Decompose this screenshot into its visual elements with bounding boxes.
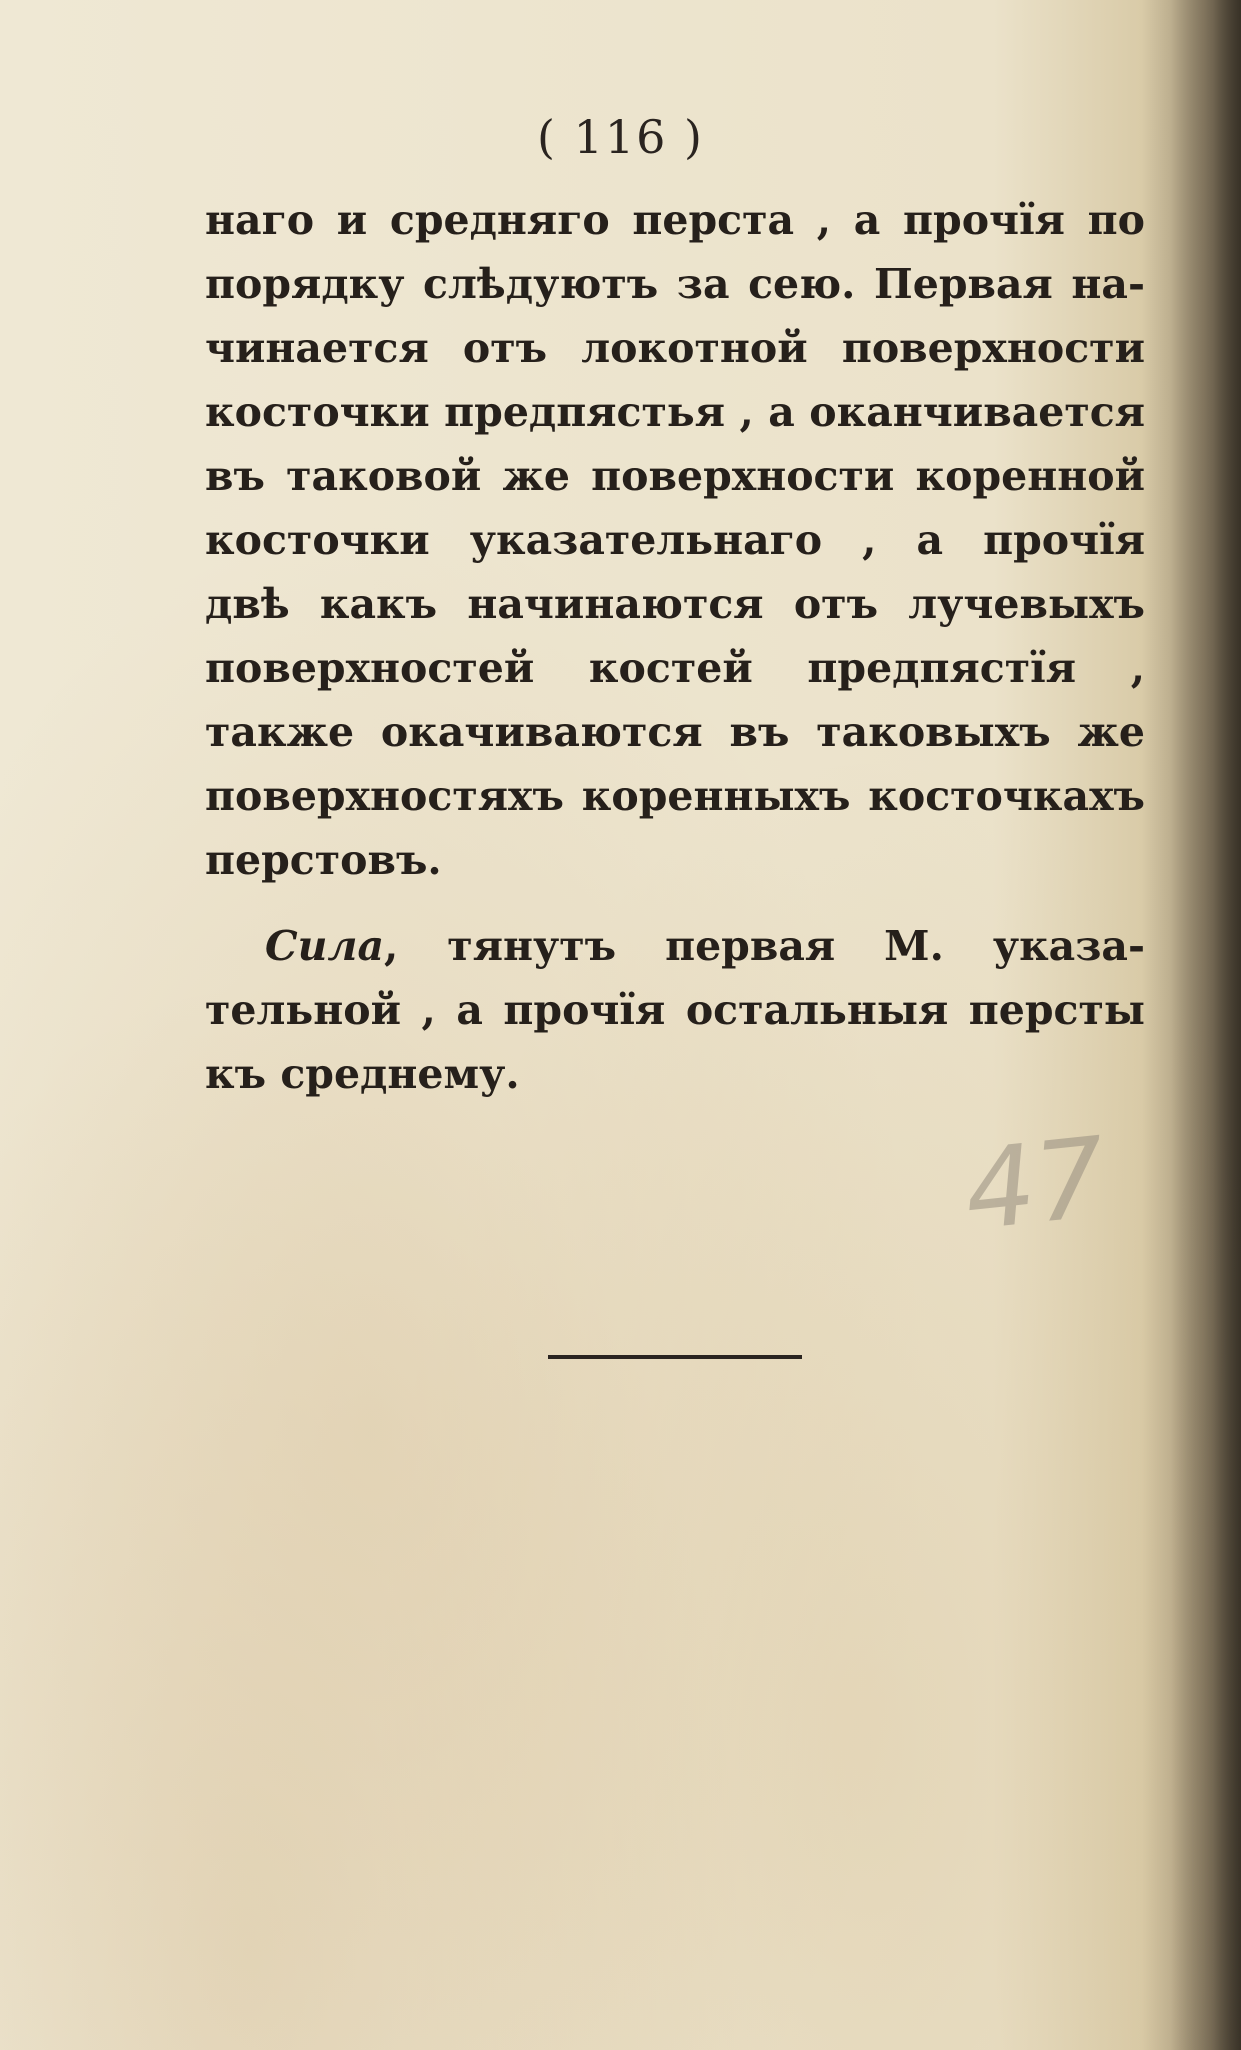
page-number: ( 116 ) [537, 110, 704, 164]
text-line: косточки предпястья , а оканчивается [205, 388, 1145, 436]
text-line: къ среднему. [205, 1050, 520, 1098]
text-line: двѣ какъ начинаются отъ лучевыхъ [205, 580, 1145, 628]
pencil-annotation: 47 [958, 1113, 1112, 1255]
text-fragment: , тянутъ первая М. указа- [384, 922, 1145, 970]
text-line: въ таковой же поверхности коренной [205, 452, 1145, 500]
body-text [205, 188, 1145, 1106]
text-line: поверхностяхъ коренныхъ косточкахъ [205, 772, 1145, 820]
section-rule [548, 1355, 802, 1359]
text-line: наго и средняго перста , а прочїя по [205, 196, 1145, 244]
text-line: чинается отъ локотной поверхности [205, 324, 1145, 372]
italic-term: Сила [265, 922, 385, 970]
text-line: перстовъ. [205, 836, 442, 884]
text-line: также окачиваются въ таковыхъ же [205, 708, 1145, 756]
spine-shadow [1171, 0, 1241, 2050]
text-line: поверхностей костей предпястїя , [205, 644, 1145, 692]
text-line: тельной , а прочїя остальныя персты [205, 986, 1145, 1034]
text-line [205, 914, 1145, 978]
text-line: порядку слѣдуютъ за сею. Первая на- [205, 260, 1145, 308]
text-line: косточки указательнаго , а прочїя [205, 516, 1145, 564]
